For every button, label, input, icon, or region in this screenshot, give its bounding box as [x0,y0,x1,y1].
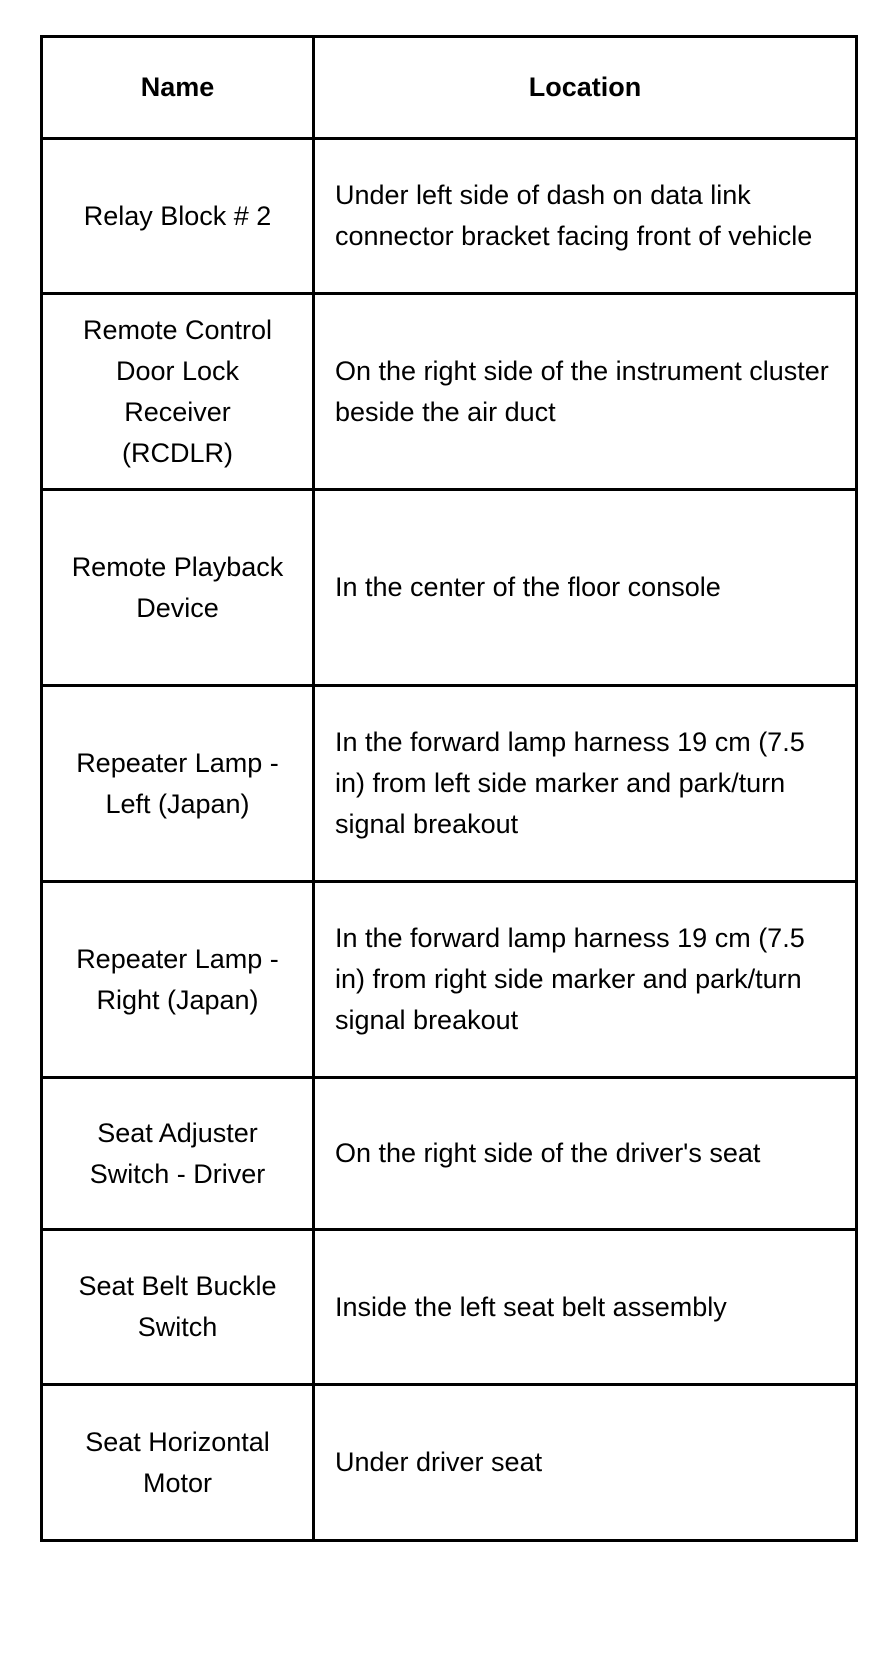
location-cell: Under driver seat [314,1385,857,1541]
name-cell: Relay Block # 2 [42,139,314,294]
header-row [42,37,857,139]
table-row [42,686,857,882]
location-cell: On the right side of the instrument cluster beside the air duct [314,294,857,490]
location-cell: In the forward lamp harness 19 cm (7.5 in) from right side marker and park/turn signal breakout [314,882,857,1078]
table-row [42,139,857,294]
table-row [42,490,857,686]
table-header [42,37,857,139]
header-location: Location [314,37,857,139]
name-cell: Remote Control Door Lock Receiver (RCDLR) [42,294,314,490]
table-row [42,1230,857,1385]
header-name: Name [42,37,314,139]
component-location-table [40,35,858,1542]
name-cell: Seat Horizontal Motor [42,1385,314,1541]
name-cell: Repeater Lamp - Left (Japan) [42,686,314,882]
name-cell: Repeater Lamp - Right (Japan) [42,882,314,1078]
table-row [42,882,857,1078]
name-cell: Seat Adjuster Switch - Driver [42,1078,314,1230]
name-cell: Remote Playback Device [42,490,314,686]
location-cell: Under left side of dash on data link connector bracket facing front of vehicle [314,139,857,294]
location-cell: In the center of the floor console [314,490,857,686]
name-cell: Seat Belt Buckle Switch [42,1230,314,1385]
location-cell: In the forward lamp harness 19 cm (7.5 in) from left side marker and park/turn signal breakout [314,686,857,882]
location-cell: Inside the left seat belt assembly [314,1230,857,1385]
table-body [42,139,857,1541]
table-row [42,1078,857,1230]
table-row [42,294,857,490]
table-row [42,1385,857,1541]
location-cell: On the right side of the driver's seat [314,1078,857,1230]
